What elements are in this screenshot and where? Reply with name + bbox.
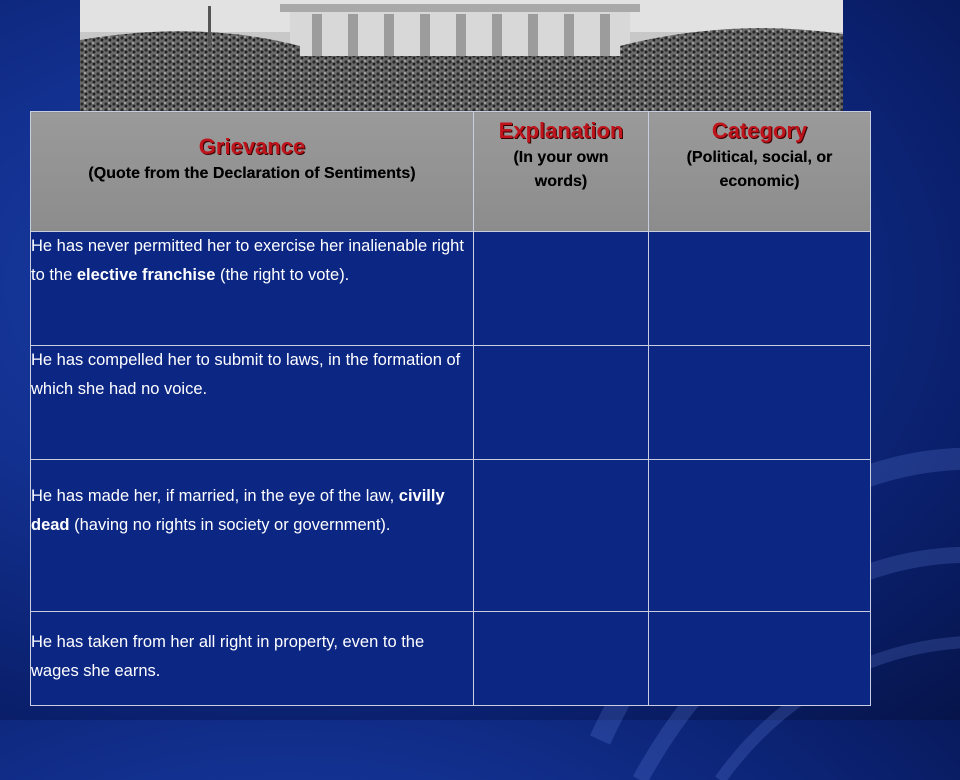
header-explanation [474, 112, 649, 232]
grievance-table [30, 111, 871, 706]
table-row [31, 612, 871, 706]
category-cell-3[interactable] [649, 460, 871, 612]
crowd-photo [80, 0, 843, 118]
header-category [649, 112, 871, 232]
grievance-text-1a: He has never permitted her to exercise her inalienable right to the [31, 237, 464, 284]
table-row [31, 346, 871, 460]
grievance-cell-4 [31, 612, 474, 706]
category-title: Category [711, 118, 808, 143]
grievance-text-1-bold: elective franchise [76, 266, 216, 284]
header-grievance [31, 112, 474, 232]
category-subtitle-line1: (Political, social, or [686, 149, 833, 166]
table-header-row [31, 112, 871, 232]
explanation-cell-2[interactable] [474, 346, 649, 460]
category-cell-4[interactable] [649, 612, 871, 706]
grievance-subtitle: (Quote from the Declaration of Sentiments) [88, 165, 416, 182]
category-cell-2[interactable] [649, 346, 871, 460]
explanation-cell-3[interactable] [474, 460, 649, 612]
grievance-title: Grievance [198, 134, 306, 159]
grievance-cell-2 [31, 346, 474, 460]
grievance-cell-3 [31, 460, 474, 612]
grievance-text-1b: (the right to vote). [215, 266, 350, 284]
category-subtitle-line2: economic) [719, 173, 800, 190]
table-row [31, 460, 871, 612]
explanation-subtitle-line2: words) [534, 173, 588, 190]
grievance-text-4: He has taken from her all right in property, even to the wages she earns. [31, 633, 425, 680]
grievance-text-3-bold: civilly dead [31, 487, 445, 534]
explanation-cell-1[interactable] [474, 232, 649, 346]
explanation-cell-4[interactable] [474, 612, 649, 706]
grievance-text-3a: He has made her, if married, in the eye of the law, [31, 487, 399, 505]
grievance-cell-1 [31, 232, 474, 346]
grievance-text-2: He has compelled her to submit to laws, in the formation of which she had no voice. [31, 351, 461, 398]
explanation-title: Explanation [498, 118, 624, 143]
grievance-text-3b: (having no rights in society or government). [69, 516, 391, 534]
category-cell-1[interactable] [649, 232, 871, 346]
table-row [31, 232, 871, 346]
explanation-subtitle-line1: (In your own [513, 149, 609, 166]
